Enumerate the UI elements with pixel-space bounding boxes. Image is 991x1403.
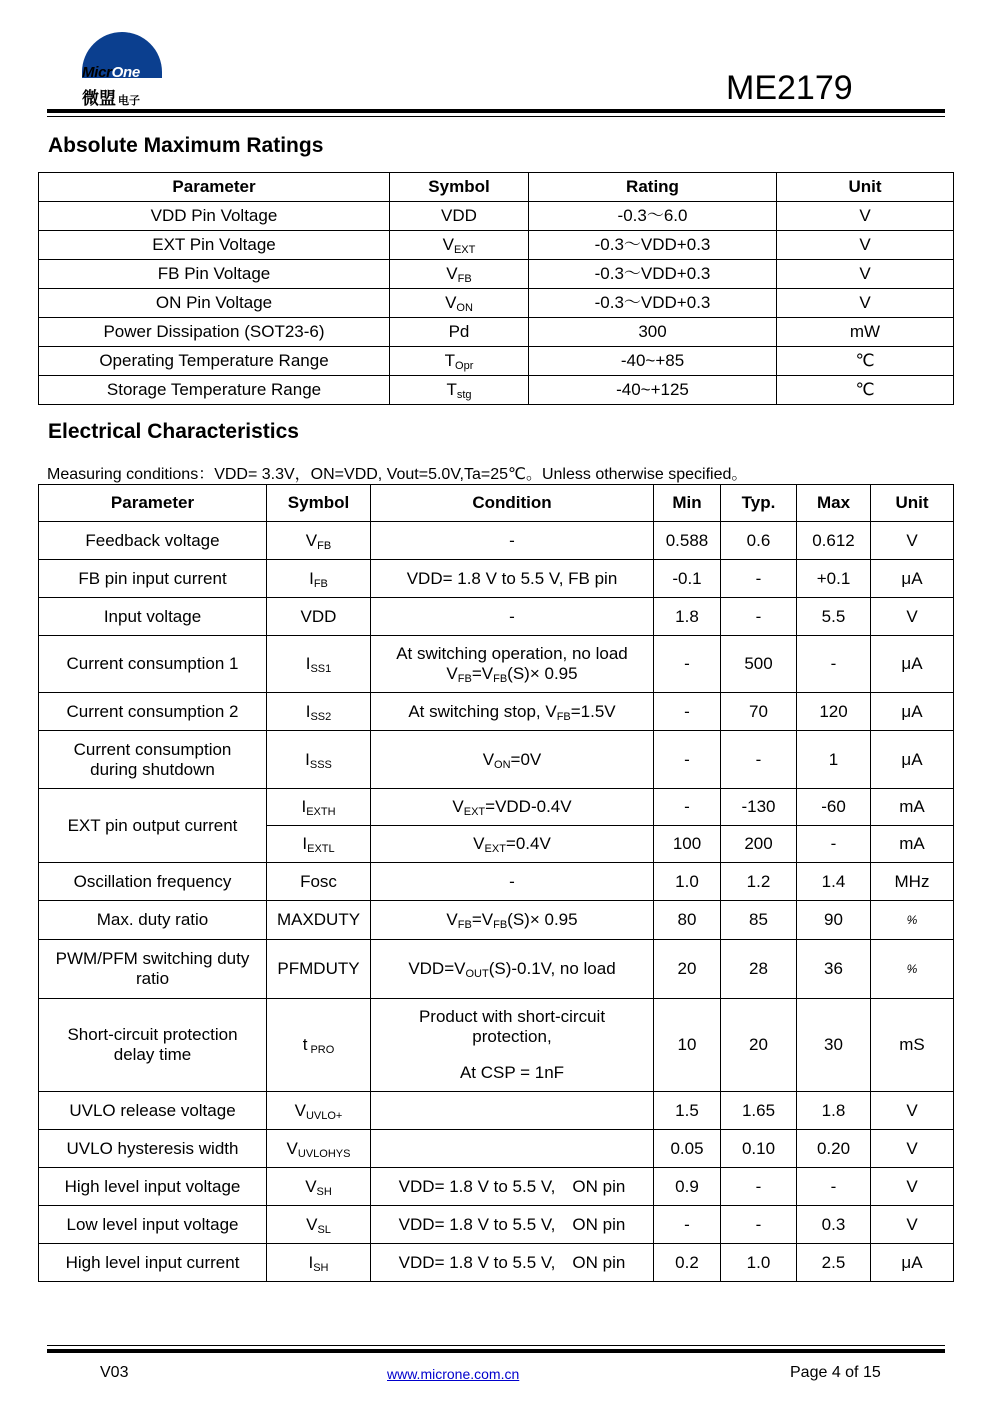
param-cell: VDD Pin Voltage <box>39 202 390 231</box>
header-cell: Symbol <box>267 485 371 522</box>
cond-text: =0V <box>510 749 542 769</box>
unit-cell: V <box>871 1206 954 1244</box>
max-cell: 0.3 <box>797 1206 871 1244</box>
symbol-subscript: FB <box>457 273 472 285</box>
header-cell: Rating <box>529 173 777 202</box>
part-number: ME2179 <box>726 69 853 107</box>
logo-wordmark <box>82 64 140 81</box>
table-row <box>39 560 954 598</box>
condition-line: Product with short-circuit <box>418 1007 606 1026</box>
param-cell: FB pin input current <box>39 560 267 598</box>
condition-cell: - <box>371 863 654 901</box>
unit-cell: V <box>871 1092 954 1130</box>
param-cell: Current consumption 2 <box>39 693 267 731</box>
unit-cell: V <box>777 231 954 260</box>
absolute-maximum-ratings-table <box>38 172 954 405</box>
table-row <box>39 202 954 231</box>
symbol-text: V <box>445 293 457 312</box>
symbol-subscript: EXT <box>453 244 476 256</box>
table-row <box>39 289 954 318</box>
max-cell: - <box>797 1168 871 1206</box>
symbol-cell <box>267 1244 371 1282</box>
symbol-cell <box>267 522 371 560</box>
param-cell: High level input current <box>39 1244 267 1282</box>
condition-cell: VDD= 1.8 V to 5.5 V, ON pin <box>371 1168 654 1206</box>
table-row <box>39 260 954 289</box>
rating-cell: -0.3～6.0 <box>529 202 777 231</box>
param-line: Short-circuit protection <box>67 1025 238 1044</box>
min-cell: 10 <box>654 999 721 1092</box>
typ-cell: 28 <box>721 940 797 999</box>
symbol-cell <box>267 789 371 826</box>
typ-cell: - <box>721 560 797 598</box>
min-cell: - <box>654 789 721 826</box>
cond-subscript: FB <box>556 710 571 723</box>
symbol-cell <box>267 826 371 863</box>
symbol-cell <box>267 731 371 789</box>
cond-subscript: EXT <box>463 806 486 818</box>
cond-subscript: FB <box>493 919 508 931</box>
typ-cell: - <box>721 598 797 636</box>
table-row <box>39 347 954 376</box>
unit-cell: mS <box>871 999 954 1092</box>
symbol-text: I <box>302 834 308 853</box>
table-row <box>39 231 954 260</box>
unit-cell: V <box>871 522 954 560</box>
symbol-subscript: SSS <box>309 758 332 771</box>
unit-cell: % <box>871 901 954 940</box>
param-line: during shutdown <box>90 759 215 779</box>
typ-cell: 0.6 <box>721 522 797 560</box>
min-cell: - <box>654 636 721 693</box>
logo-wordmark-b: One <box>111 64 140 81</box>
param-cell: UVLO hysteresis width <box>39 1130 267 1168</box>
table-row <box>39 901 954 940</box>
electrical-characteristics-table <box>38 484 954 1282</box>
symbol-text: I <box>305 701 311 721</box>
condition-cell <box>371 901 654 940</box>
unit-cell: MHz <box>871 863 954 901</box>
footer-page-number: Page 4 of 15 <box>790 1364 881 1381</box>
condition-line: At switching operation, no load <box>396 644 628 663</box>
symbol-subscript: stg <box>456 389 472 401</box>
typ-cell: - <box>721 1168 797 1206</box>
cond-text: =1.5V <box>570 701 616 721</box>
min-cell: 0.9 <box>654 1168 721 1206</box>
header-cell: Symbol <box>390 173 529 202</box>
condition-cell <box>371 999 654 1092</box>
param-cell: Current consumption 1 <box>39 636 267 693</box>
max-cell: - <box>797 636 871 693</box>
param-line: delay time <box>113 1045 192 1064</box>
symbol-cell <box>267 1092 371 1130</box>
typ-cell: - <box>721 1206 797 1244</box>
min-cell: - <box>654 693 721 731</box>
header-cell: Unit <box>777 173 954 202</box>
table-header-row <box>39 485 954 522</box>
table-row <box>39 598 954 636</box>
unit-cell: % <box>871 940 954 999</box>
typ-cell: 85 <box>721 901 797 940</box>
condition-cell <box>371 1092 654 1130</box>
table-row <box>39 731 954 789</box>
symbol-subscript: SH <box>316 1185 332 1198</box>
typ-cell: 1.65 <box>721 1092 797 1130</box>
symbol-text: T <box>446 380 457 399</box>
unit-cell: V <box>871 1130 954 1168</box>
symbol-subscript: UVLO+ <box>305 1109 343 1122</box>
param-line: ratio <box>135 969 170 988</box>
max-cell: 1.4 <box>797 863 871 901</box>
condition-cell: VDD= 1.8 V to 5.5 V, ON pin <box>371 1206 654 1244</box>
symbol-cell: MAXDUTY <box>267 901 371 940</box>
unit-cell: V <box>777 202 954 231</box>
typ-cell: 500 <box>721 636 797 693</box>
cond-subscript: FB <box>493 673 508 685</box>
symbol-subscript: EXTL <box>307 843 335 855</box>
symbol-subscript: FB <box>317 539 332 552</box>
symbol-cell <box>267 560 371 598</box>
unit-cell: mW <box>777 318 954 347</box>
max-cell: 120 <box>797 693 871 731</box>
condition-cell: - <box>371 522 654 560</box>
condition-cell <box>371 693 654 731</box>
table-row <box>39 1244 954 1282</box>
cond-text: =V <box>471 664 494 683</box>
table-row <box>39 376 954 405</box>
header-rule-thick <box>47 109 945 113</box>
condition-cell: - <box>371 598 654 636</box>
param-cell: High level input voltage <box>39 1168 267 1206</box>
table-row <box>39 863 954 901</box>
symbol-cell <box>267 693 371 731</box>
param-line: PWM/PFM switching duty <box>55 949 250 968</box>
param-line: Current consumption <box>73 739 232 759</box>
symbol-cell <box>267 636 371 693</box>
max-cell: 36 <box>797 940 871 999</box>
max-cell: - <box>797 826 871 863</box>
symbol-text: I <box>305 654 311 673</box>
min-cell: 1.5 <box>654 1092 721 1130</box>
unit-cell: ℃ <box>777 347 954 376</box>
cond-text: V <box>446 664 458 683</box>
rating-cell: -0.3～VDD+0.3 <box>529 231 777 260</box>
max-cell: 1.8 <box>797 1092 871 1130</box>
logo-chinese-name <box>82 84 140 109</box>
table-row <box>39 636 954 693</box>
max-cell: 2.5 <box>797 1244 871 1282</box>
param-cell: Operating Temperature Range <box>39 347 390 376</box>
condition-cell <box>371 826 654 863</box>
cond-text: =V <box>471 910 494 929</box>
symbol-text: V <box>442 235 454 254</box>
table-row <box>39 522 954 560</box>
unit-cell: μA <box>871 731 954 789</box>
min-cell: 0.05 <box>654 1130 721 1168</box>
table-row <box>39 1168 954 1206</box>
typ-cell: 20 <box>721 999 797 1092</box>
condition-cell <box>371 789 654 826</box>
logo-cn-small: 电子 <box>118 95 140 107</box>
typ-cell: - <box>721 731 797 789</box>
symbol-cell: Fosc <box>267 863 371 901</box>
param-cell <box>39 731 267 789</box>
symbol-subscript: SS2 <box>310 710 332 723</box>
typ-cell: 70 <box>721 693 797 731</box>
symbol-text: V <box>305 530 318 550</box>
symbol-subscript: EXTH <box>306 806 336 818</box>
cond-text: =VDD-0.4V <box>485 797 572 816</box>
table-row <box>39 693 954 731</box>
measuring-conditions: Measuring conditions：VDD= 3.3V，ON=VDD, Vout=5.0V,Ta=25℃。Unless otherwise specified。 <box>47 466 748 483</box>
max-cell: 90 <box>797 901 871 940</box>
symbol-text: T <box>444 351 456 370</box>
rating-cell: -0.3～VDD+0.3 <box>529 289 777 318</box>
min-cell: 1.0 <box>654 863 721 901</box>
symbol-cell <box>267 999 371 1092</box>
cond-text: V <box>482 749 495 769</box>
param-cell: Storage Temperature Range <box>39 376 390 405</box>
max-cell: +0.1 <box>797 560 871 598</box>
symbol-text: I <box>309 568 314 588</box>
symbol-subscript: PRO <box>310 1044 335 1056</box>
cond-text: (S)× 0.95 <box>507 910 578 929</box>
symbol-cell <box>390 376 529 405</box>
rating-cell: -0.3～VDD+0.3 <box>529 260 777 289</box>
header-cell: Parameter <box>39 485 267 522</box>
min-cell: 100 <box>654 826 721 863</box>
symbol-cell <box>267 1130 371 1168</box>
unit-cell: mA <box>871 789 954 826</box>
cond-subscript: EXT <box>484 843 506 855</box>
unit-cell: μA <box>871 636 954 693</box>
header-cell: Max <box>797 485 871 522</box>
max-cell: 30 <box>797 999 871 1092</box>
param-cell: Input voltage <box>39 598 267 636</box>
condition-cell <box>371 1130 654 1168</box>
max-cell: 0.20 <box>797 1130 871 1168</box>
table-row <box>39 1206 954 1244</box>
table-row <box>39 940 954 999</box>
symbol-cell <box>390 289 529 318</box>
symbol-text: V <box>294 1100 306 1120</box>
symbol-cell <box>390 347 529 376</box>
logo-wordmark-a: Micr <box>82 64 112 81</box>
symbol-cell <box>390 202 529 231</box>
min-cell: 0.588 <box>654 522 721 560</box>
min-cell: - <box>654 731 721 789</box>
condition-cell <box>371 731 654 789</box>
symbol-subscript: UVLOHYS <box>297 1147 351 1160</box>
footer-version: V03 <box>100 1364 129 1381</box>
cond-text: VDD=V <box>408 959 466 978</box>
unit-cell: ℃ <box>777 376 954 405</box>
param-cell: ON Pin Voltage <box>39 289 390 318</box>
param-cell: FB Pin Voltage <box>39 260 390 289</box>
symbol-text: I <box>301 797 307 816</box>
cond-subscript: FB <box>457 919 472 931</box>
table-header-row <box>39 173 954 202</box>
symbol-text: V <box>286 1138 298 1158</box>
param-cell <box>39 940 267 999</box>
symbol-text: V <box>446 264 458 283</box>
typ-cell: 1.0 <box>721 1244 797 1282</box>
min-cell: - <box>654 1206 721 1244</box>
symbol-subscript: SL <box>317 1223 331 1236</box>
max-cell: -60 <box>797 789 871 826</box>
condition-cell: VDD= 1.8 V to 5.5 V, FB pin <box>371 560 654 598</box>
symbol-subscript: FB <box>313 577 328 590</box>
symbol-cell <box>390 318 529 347</box>
symbol-cell <box>267 1168 371 1206</box>
header-cell: Condition <box>371 485 654 522</box>
min-cell: -0.1 <box>654 560 721 598</box>
max-cell: 5.5 <box>797 598 871 636</box>
symbol-subscript: Opr <box>455 360 474 372</box>
header-rule-thin <box>47 116 945 117</box>
symbol-cell: PFMDUTY <box>267 940 371 999</box>
symbol-subscript: ON <box>456 302 473 314</box>
cond-subscript: OUT <box>465 968 489 980</box>
cond-text: V <box>473 834 485 853</box>
param-cell: Feedback voltage <box>39 522 267 560</box>
param-cell: EXT pin output current <box>39 789 267 863</box>
param-cell: Max. duty ratio <box>39 901 267 940</box>
cond-text: V <box>446 910 458 929</box>
unit-cell: mA <box>871 826 954 863</box>
unit-cell: V <box>871 598 954 636</box>
param-cell: Oscillation frequency <box>39 863 267 901</box>
typ-cell: -130 <box>721 789 797 826</box>
rating-cell: -40~+85 <box>529 347 777 376</box>
symbol-text: I <box>305 749 310 769</box>
table-row <box>39 789 954 826</box>
ec-title: Electrical Characteristics <box>48 420 299 443</box>
param-cell <box>39 999 267 1092</box>
footer-rule-thick <box>47 1349 945 1353</box>
typ-cell: 200 <box>721 826 797 863</box>
min-cell: 0.2 <box>654 1244 721 1282</box>
header-cell: Min <box>654 485 721 522</box>
table-row <box>39 999 954 1092</box>
footer-rule-thin <box>47 1345 945 1346</box>
cond-subscript: ON <box>494 758 511 771</box>
unit-cell: V <box>871 1168 954 1206</box>
symbol-cell <box>390 260 529 289</box>
symbol-subscript: SS1 <box>310 663 332 675</box>
cond-text: V <box>452 797 464 816</box>
symbol-text: VDD <box>441 206 477 225</box>
min-cell: 80 <box>654 901 721 940</box>
footer-website-link[interactable]: www.microne.com.cn <box>387 1366 520 1382</box>
condition-line: At CSP = 1nF <box>459 1063 565 1082</box>
cond-text: At switching stop, V <box>408 701 557 721</box>
param-cell: Power Dissipation (SOT23-6) <box>39 318 390 347</box>
unit-cell: V <box>777 260 954 289</box>
condition-cell: VDD= 1.8 V to 5.5 V, ON pin <box>371 1244 654 1282</box>
condition-line <box>373 664 651 684</box>
symbol-text: Pd <box>448 322 470 341</box>
symbol-cell <box>390 231 529 260</box>
cond-text: (S)× 0.95 <box>507 664 578 683</box>
symbol-subscript: SH <box>313 1261 329 1274</box>
param-cell: Low level input voltage <box>39 1206 267 1244</box>
symbol-text: I <box>308 1252 314 1272</box>
min-cell: 1.8 <box>654 598 721 636</box>
header-cell: Unit <box>871 485 954 522</box>
header-cell: Parameter <box>39 173 390 202</box>
condition-cell <box>371 636 654 693</box>
table-row <box>39 1092 954 1130</box>
cond-text: (S)-0.1V, no load <box>488 959 616 978</box>
table-row <box>39 1130 954 1168</box>
max-cell: 0.612 <box>797 522 871 560</box>
symbol-text: V <box>306 1214 318 1234</box>
amr-title: Absolute Maximum Ratings <box>48 134 324 157</box>
cond-text: =0.4V <box>505 834 551 853</box>
condition-line: protection, <box>472 1027 552 1046</box>
symbol-cell <box>267 1206 371 1244</box>
symbol-text: V <box>305 1176 317 1196</box>
logo-cn-main: 微盟 <box>82 89 116 108</box>
condition-cell <box>371 940 654 999</box>
rating-cell: 300 <box>529 318 777 347</box>
unit-cell: μA <box>871 693 954 731</box>
table-row <box>39 318 954 347</box>
param-cell: EXT Pin Voltage <box>39 231 390 260</box>
cond-subscript: FB <box>457 673 472 685</box>
unit-cell: μA <box>871 560 954 598</box>
typ-cell: 0.10 <box>721 1130 797 1168</box>
unit-cell: V <box>777 289 954 318</box>
max-cell: 1 <box>797 731 871 789</box>
rating-cell: -40~+125 <box>529 376 777 405</box>
symbol-cell: VDD <box>267 598 371 636</box>
unit-cell: μA <box>871 1244 954 1282</box>
param-cell: UVLO release voltage <box>39 1092 267 1130</box>
header-cell: Typ. <box>721 485 797 522</box>
symbol-text: t <box>302 1035 308 1054</box>
min-cell: 20 <box>654 940 721 999</box>
typ-cell: 1.2 <box>721 863 797 901</box>
